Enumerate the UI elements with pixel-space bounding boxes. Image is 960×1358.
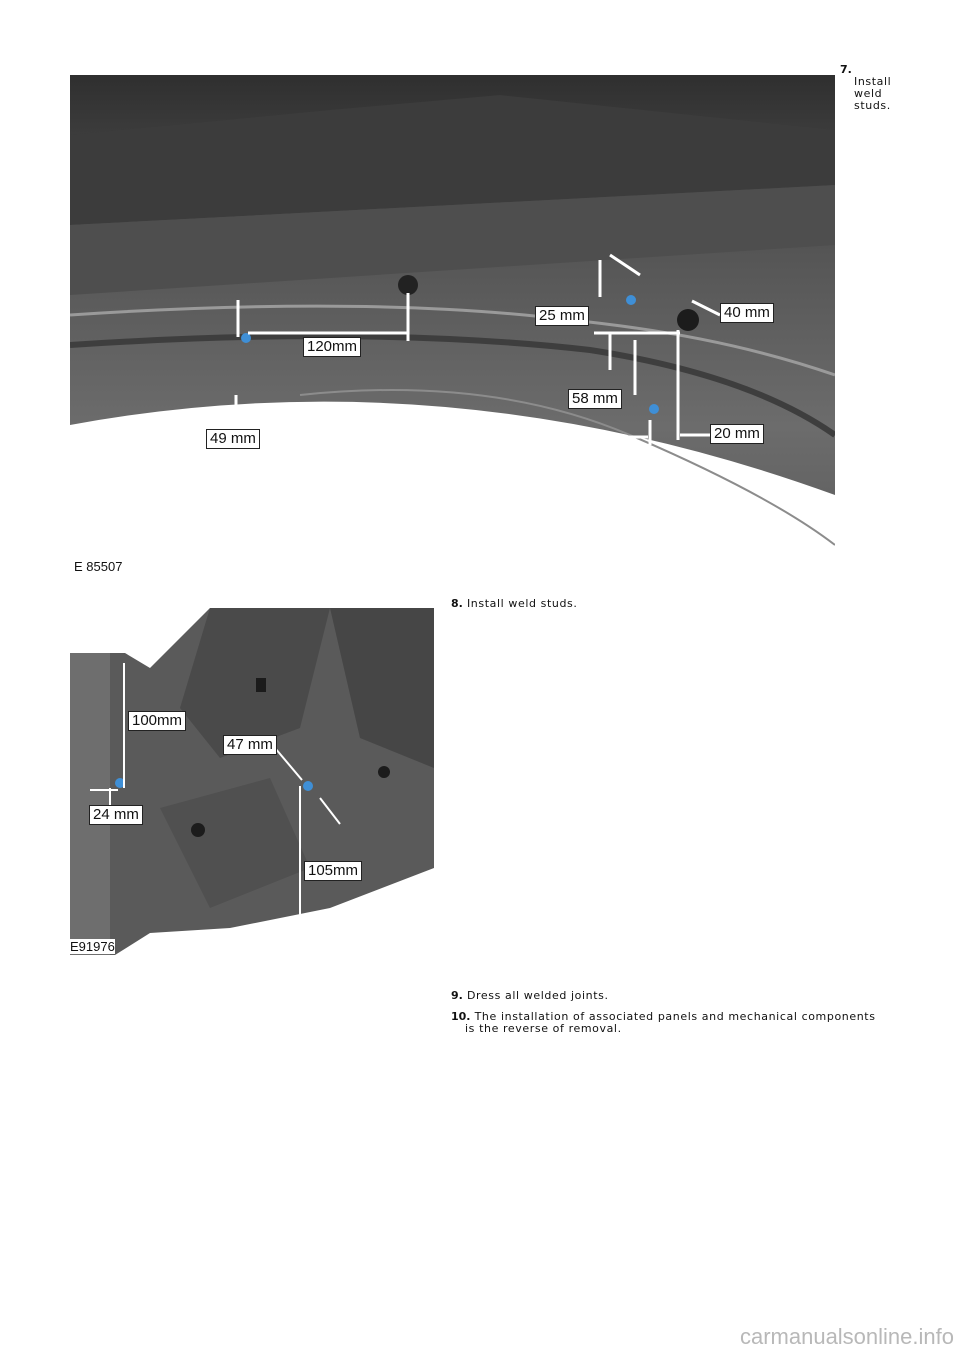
callout-100mm: 100mm — [128, 711, 186, 731]
step-9 — [451, 990, 609, 1002]
step-text: Dress all welded joints. — [466, 989, 609, 1002]
figure-illustration — [70, 608, 434, 955]
figure-e91976 — [70, 608, 434, 955]
step-text-line: weld — [854, 87, 883, 100]
step-number: 8. — [451, 597, 463, 610]
step-number: 9. — [451, 989, 463, 1002]
step-text: Install weld studs. — [466, 597, 578, 610]
step-10 — [451, 1011, 876, 1035]
step-text-line: Install — [854, 75, 892, 88]
step-text-line: is the reverse of removal. — [465, 1022, 622, 1035]
callout-47mm: 47 mm — [223, 735, 277, 755]
callout-25mm: 25 mm — [535, 306, 589, 326]
step-text-line: studs. — [854, 99, 891, 112]
watermark: carmanualsonline.info — [739, 1324, 954, 1349]
step-7 — [840, 64, 891, 112]
callout-24mm: 24 mm — [89, 805, 143, 825]
figure-illustration — [70, 75, 835, 577]
step-number: 7. — [840, 63, 852, 76]
step-number: 10. — [451, 1010, 471, 1023]
figure-id: E 85507 — [74, 559, 123, 574]
step-text-line: The installation of associated panels and mechanical components — [474, 1010, 876, 1023]
step-8 — [451, 598, 578, 610]
callout-20mm: 20 mm — [710, 424, 764, 444]
figure-e85507 — [70, 75, 835, 577]
callout-58mm: 58 mm — [568, 389, 622, 409]
figure-id: E91976 — [70, 939, 115, 954]
callout-49mm: 49 mm — [206, 429, 260, 449]
callout-120mm: 120mm — [303, 337, 361, 357]
callout-40mm: 40 mm — [720, 303, 774, 323]
callout-105mm: 105mm — [304, 861, 362, 881]
